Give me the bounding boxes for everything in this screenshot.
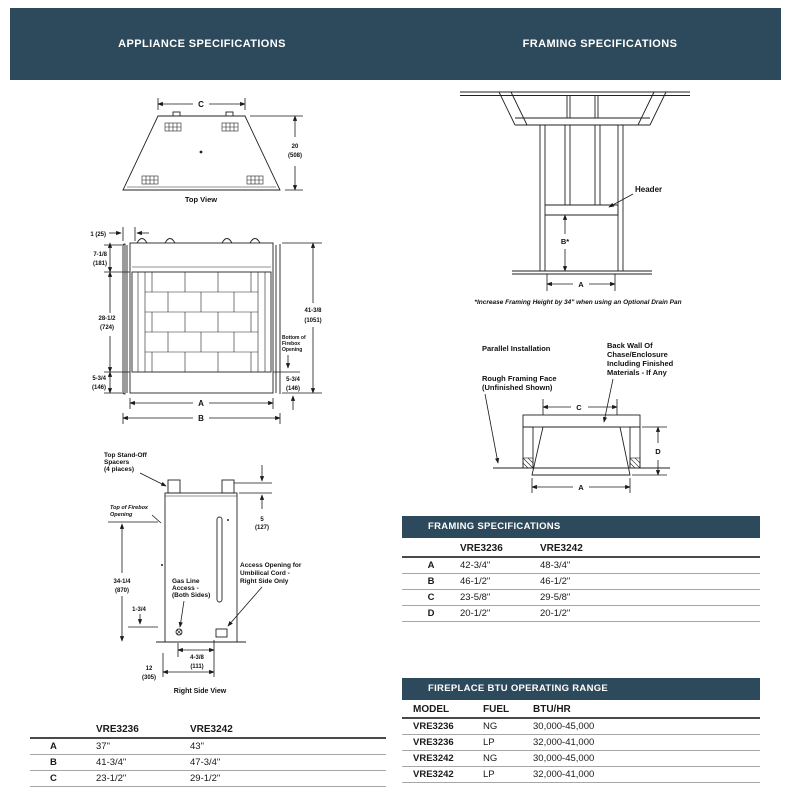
framing-row-b: B 46-1/2" 46-1/2" xyxy=(402,574,760,590)
firebox-top-label-2: Opening xyxy=(110,512,133,518)
bottom-firebox-label-3: Opening xyxy=(282,347,303,353)
side-view-labels xyxy=(104,452,302,627)
header-label: Header xyxy=(635,185,663,194)
top-view-outline xyxy=(123,112,280,190)
btu-table xyxy=(402,702,760,783)
back-wall-label-4: Materials - If Any xyxy=(607,368,667,377)
gas-label-1: Gas Line xyxy=(172,578,200,585)
btu-col-btuhr: BTU/HR xyxy=(530,702,760,718)
dim-5-mm: (127) xyxy=(254,525,270,531)
top-view-dim-c-label: C xyxy=(198,100,204,109)
vent-grids xyxy=(142,123,263,184)
dim-4138-mm: (1051) xyxy=(304,318,322,324)
top-view-dim-depth xyxy=(250,116,303,190)
parallel-dim-d: D xyxy=(655,447,661,456)
access-label-3: Right Side Only xyxy=(240,578,289,585)
btu-row-2: VRE3236 LP 32,000-41,000 xyxy=(402,735,760,751)
framing-row-c: C 23-5/8" 29-5/8" xyxy=(402,590,760,606)
framing-col-vre3242: VRE3242 xyxy=(540,541,760,557)
dim-3414: 34-1/4 xyxy=(113,579,131,585)
dim-534-left-mm: (146) xyxy=(91,385,106,391)
dim-1-25: 1 (25) xyxy=(90,232,106,238)
back-wall-label-3: Including Finished xyxy=(607,359,674,368)
dim-718: 7-1/8 xyxy=(93,252,107,258)
dim-4138: 41-3/8 xyxy=(304,308,322,314)
dim-438: 4-3/8 xyxy=(190,655,204,661)
access-label-1: Access Opening for xyxy=(240,562,302,569)
btu-table-title: FIREPLACE BTU OPERATING RANGE xyxy=(428,683,609,694)
page-header-bar xyxy=(10,8,781,80)
appliance-row-a: A 37" 43" xyxy=(30,738,386,755)
framing-labels xyxy=(474,185,681,306)
side-view-caption: Right Side View xyxy=(173,688,227,695)
parallel-structure xyxy=(493,415,670,475)
framing-table-title: FRAMING SPECIFICATIONS xyxy=(428,521,561,532)
appliance-col-blank xyxy=(30,722,96,738)
dim-534-left: 5-3/4 xyxy=(92,376,106,382)
standoff-label-3: (4 places) xyxy=(104,466,134,473)
dim-3414-mm: (870) xyxy=(114,588,130,594)
rough-framing-label-2: (Unfinished Shown) xyxy=(482,383,553,392)
btu-row-1: VRE3236 NG 30,000-45,000 xyxy=(402,718,760,735)
front-view-dims-left xyxy=(90,227,149,393)
parallel-title: Parallel Installation xyxy=(482,344,551,353)
dim-534-right-mm: (146) xyxy=(285,386,301,392)
bottom-firebox-label-2: Firebox xyxy=(282,341,301,347)
btu-col-model: MODEL xyxy=(402,702,480,718)
btu-table-title-bar xyxy=(402,678,760,700)
front-view-diagram xyxy=(60,215,360,445)
back-wall-label-2: Chase/Enclosure xyxy=(607,350,668,359)
dim-534-right: 5-3/4 xyxy=(286,377,300,383)
appliance-row-b: B 41-3/4" 47-3/4" xyxy=(30,755,386,771)
top-view-depth-in: 20 xyxy=(291,144,299,150)
framing-col-vre3236: VRE3236 xyxy=(460,541,540,557)
framing-note: *Increase Framing Height by 34" when using an Optional Drain Pan xyxy=(474,299,682,306)
framing-row-a: A 42-3/4" 48-3/4" xyxy=(402,557,760,574)
framing-table xyxy=(402,541,760,622)
framing-structure xyxy=(460,92,690,274)
top-view-diagram xyxy=(90,90,350,220)
dim-b: B xyxy=(198,414,204,423)
brick-pattern xyxy=(145,272,258,372)
top-view-depth-mm: (508) xyxy=(287,153,303,159)
back-wall-label-1: Back Wall Of xyxy=(607,341,653,350)
framing-row-d: D 20-1/2" 20-1/2" xyxy=(402,606,760,622)
dim-134: 1-3/4 xyxy=(132,607,146,613)
top-view-caption: Top View xyxy=(184,195,218,204)
firebox-top-label-1: Top of Firebox xyxy=(110,505,148,511)
gas-label-3: (Both Sides) xyxy=(172,592,211,599)
access-label-2: Umbilical Cord - xyxy=(240,570,290,577)
dim-a: A xyxy=(198,399,204,408)
standoff-label-1: Top Stand-Off xyxy=(104,452,147,459)
btu-row-3: VRE3242 NG 30,000-45,000 xyxy=(402,751,760,767)
appliance-col-vre3242: VRE3242 xyxy=(190,722,386,738)
framing-dim-b: B* xyxy=(560,237,570,246)
dim-5: 5 xyxy=(260,517,264,523)
dim-2812: 28-1/2 xyxy=(98,316,116,322)
side-view-diagram xyxy=(100,445,340,705)
dim-2812-mm: (724) xyxy=(99,325,115,331)
bottom-firebox-label-1: Bottom of xyxy=(282,335,306,341)
framing-col-blank xyxy=(402,541,460,557)
dim-12-mm: (305) xyxy=(141,675,157,681)
parallel-dim-a: A xyxy=(578,483,584,492)
parallel-installation-diagram xyxy=(455,335,785,497)
parallel-dims xyxy=(532,399,667,493)
appliance-row-c: C 23-1/2" 29-1/2" xyxy=(30,771,386,787)
appliance-table xyxy=(30,722,386,787)
parallel-labels xyxy=(482,341,674,463)
standoff-label-2: Spacers xyxy=(104,459,130,466)
gas-label-2: Access - xyxy=(172,585,199,592)
dim-438-mm: (111) xyxy=(190,664,204,670)
dim-12: 12 xyxy=(145,666,153,672)
framing-dim-a: A xyxy=(578,280,584,289)
framing-table-title-bar xyxy=(402,516,760,538)
parallel-dim-c: C xyxy=(576,403,582,412)
front-view-dims-bottom xyxy=(123,398,280,424)
btu-col-fuel: FUEL xyxy=(480,702,530,718)
side-view-outline xyxy=(156,480,246,642)
front-view-outline xyxy=(123,239,280,395)
dim-718-mm: (181) xyxy=(92,261,107,267)
top-view-dim-c xyxy=(158,98,245,110)
framing-specs-title: FRAMING SPECIFICATIONS xyxy=(522,38,678,50)
btu-row-4: VRE3242 LP 32,000-41,000 xyxy=(402,767,760,783)
appliance-specs-title: APPLIANCE SPECIFICATIONS xyxy=(118,38,286,50)
appliance-col-vre3236: VRE3236 xyxy=(96,722,190,738)
framing-front-diagram xyxy=(455,88,775,313)
rough-framing-label-1: Rough Framing Face xyxy=(482,374,557,383)
